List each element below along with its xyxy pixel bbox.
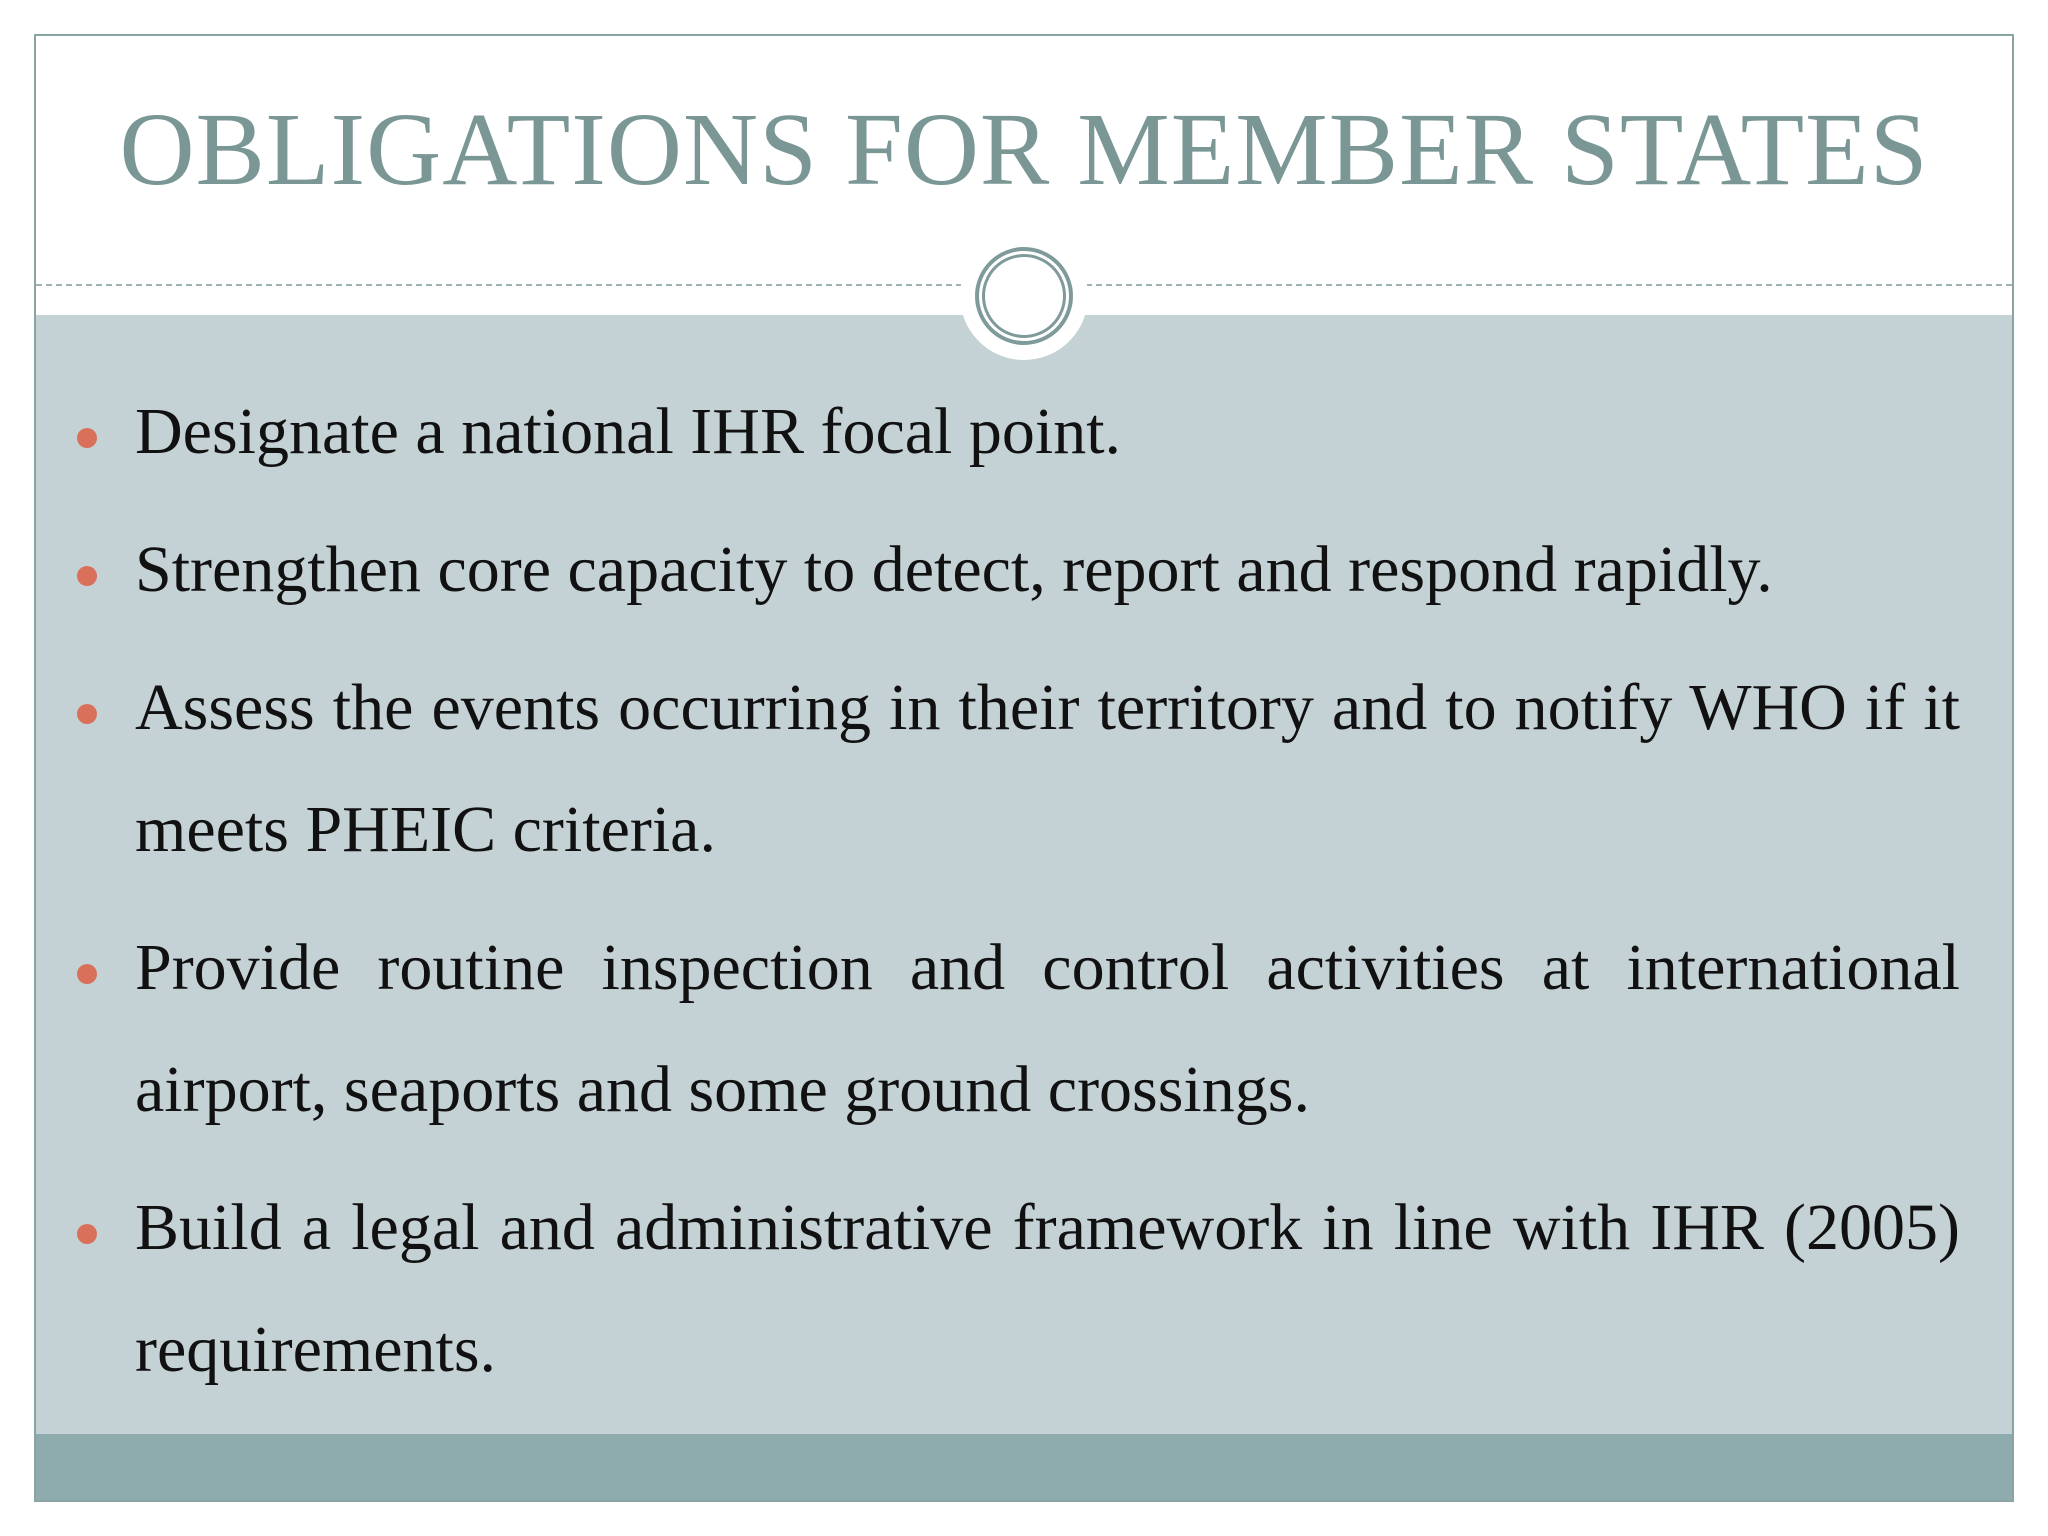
bullet-item [36,907,2012,1151]
slide [34,34,2014,1502]
slide-title: OBLIGATIONS FOR MEMBER STATES [119,92,1929,207]
bullet-list [36,371,2012,1427]
bullet-text: Designate a national IHR focal point. [135,395,1122,468]
bullet-item [36,371,2012,493]
divider-inner-ring-icon [982,254,1066,338]
bullet-item [36,1167,2012,1411]
bullet-text: Assess the events occurring in their territory and to notify WHO if it meets PHEIC criteria. [135,671,1960,866]
footer-band [36,1434,2012,1502]
bullet-dot-icon [77,964,97,984]
bullet-item [36,509,2012,631]
bullet-text: Build a legal and administrative framework in line with IHR (2005) requirements. [135,1191,1960,1386]
bullet-dot-icon [77,704,97,724]
bullet-text: Provide routine inspection and control activities at international airport, seaports and some ground crossings. [135,931,1960,1126]
bullet-text: Strengthen core capacity to detect, report and respond rapidly. [135,533,1773,606]
bullet-dot-icon [77,1224,97,1244]
bullet-dot-icon [77,566,97,586]
bullet-dot-icon [77,428,97,448]
bullet-item [36,647,2012,891]
